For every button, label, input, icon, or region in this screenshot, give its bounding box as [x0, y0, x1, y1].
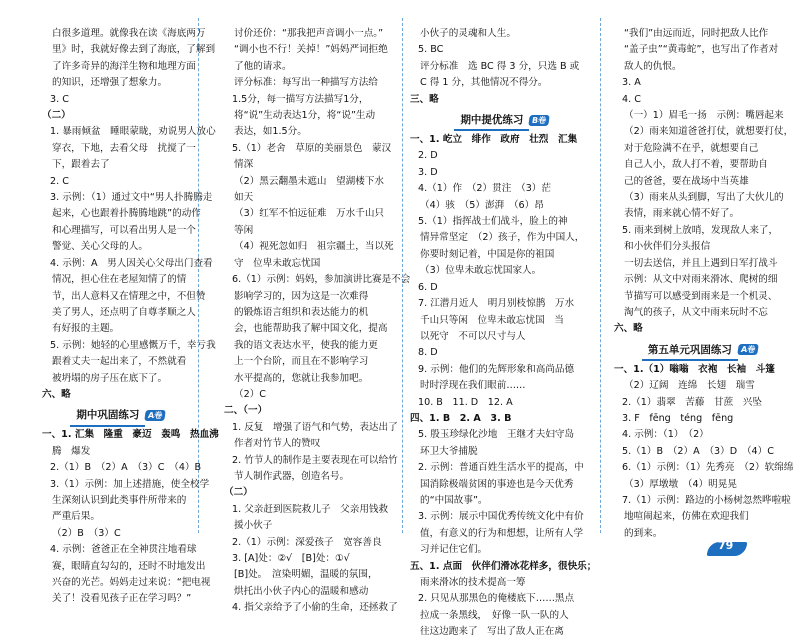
answer-line: （2）辽阔 连绵 长翅 瑞雪	[624, 380, 755, 392]
answer-line: 拉成一条黑线， 好像一队一队的人	[420, 609, 569, 621]
answer-line: 节描写可以感受到雨来是一个机灵、	[624, 290, 778, 302]
answer-line: 二、（一）	[224, 405, 268, 417]
answer-line: （2）雨来知道爸爸打仗，就想要打仗，	[624, 126, 794, 138]
answer-line: （3）红军不怕远征难 万水千山只	[234, 208, 385, 220]
answer-line: 作者对竹节人的赞叹	[234, 438, 321, 450]
answer-line: “调小也不行！关掉！”妈妈严词拒绝	[234, 44, 388, 56]
answer-column-1	[40, 26, 219, 608]
answer-line: 2. 竹节人的制作是主要表现在可以给竹	[232, 454, 398, 466]
answer-line: 赛，眼睛直勾勾的，还时不时地发出	[52, 560, 206, 572]
answer-line: 5. 雨来到树上放哨，发现敌人来了，	[622, 224, 779, 236]
answer-line: 腾 爆发	[52, 445, 91, 457]
answer-line: （2）C	[234, 388, 266, 400]
page-number: 79	[718, 539, 734, 552]
answer-line: 1. 父亲赶到医院救儿子 父亲用钱救	[232, 503, 389, 515]
answer-line: 六、略	[42, 388, 71, 400]
answer-line: 跟着丈夫一起出来了，不然就看	[52, 356, 187, 368]
answer-line: 和心理描写，可以看出男人是一个	[52, 224, 196, 236]
answer-line: 表情，雨来就心情不好了。	[624, 208, 740, 220]
answer-line: 五、1. 点面 伙伴们滑冰花样多，很快乐；	[410, 560, 597, 572]
answer-line: 小伙子的灵魂和人生。	[420, 28, 516, 39]
answer-line: （4）骇 （5）澎湃 （6）昂	[420, 199, 544, 211]
answer-line: 5.（1）指挥战士们战斗，脸上的神	[418, 216, 568, 228]
answer-line: 严重后果。	[52, 511, 100, 523]
answer-line: 3. [A]处：②√ [B]处：①√	[232, 553, 350, 564]
answer-line: 生深刻认识到此类事件所带来的	[52, 494, 187, 506]
answer-line: 的知识，还增强了想象力。	[52, 77, 168, 89]
answer-line: 关了！没看见孩子正在学习吗？”	[52, 593, 192, 605]
column-divider	[600, 18, 601, 533]
answer-line: 9. 示例：他们的先辉形象和高尚品德	[418, 363, 575, 375]
answer-line: 环卫大爷捕脱	[420, 445, 478, 457]
answer-line: 如天	[234, 192, 254, 204]
answer-line: 对于危险满不在乎，就想要自己	[624, 142, 759, 154]
answer-line: 里》时，我就好像去到了海底，了解到	[52, 44, 216, 56]
answer-line: 情异常坚定 （2）孩子，作为中国人，	[420, 232, 585, 244]
answer-line: （4）视死忽如归 祖宗疆土，当以死	[234, 241, 394, 253]
answer-line: 值，有意义的行为和想想，让所有人学	[420, 527, 584, 539]
answer-line: 6.（1）示例：（1）先秀亮 （2）软绵绵	[622, 462, 794, 474]
answer-line: 守 位卑未敢忘忧国	[234, 257, 321, 269]
answer-line: 了他的请求。	[234, 60, 292, 72]
answer-line: 5.（1）B （2）A （3）D （4）C	[622, 445, 774, 457]
page-number-badge	[708, 537, 752, 557]
answer-line: 4. 示例：爸爸正在全神贯注地看球	[50, 544, 197, 556]
answer-line: （二）	[42, 110, 71, 122]
answer-column-2	[222, 26, 411, 617]
answer-line: 情深	[234, 159, 254, 171]
answer-line: （3）厚墩墩 （4）明晃晃	[624, 478, 737, 490]
answer-line: 3. 示例：展示中国优秀传统文化中有价	[418, 511, 584, 523]
answer-line: 一、1. 屹立 绯作 政府 壮烈 汇集	[410, 134, 578, 146]
answer-line: 评分标准：每写出一种描写方法给	[234, 77, 378, 89]
answer-line: 3. 示例：（1）通过文中“男人扑腾腾走	[50, 192, 213, 204]
answer-line: 己的爸爸，要在战场中当英雄	[624, 175, 749, 187]
section-banner	[612, 340, 788, 360]
answer-line: 2. D	[418, 150, 438, 162]
answer-line: 你要时刻记着，中国是你的祖国	[420, 248, 555, 260]
answer-line: 习并记住它们。	[420, 544, 488, 556]
answer-line: 的锻炼语言组织和表达能力的机	[234, 306, 369, 318]
answer-line: 美了男人，还点明了自尊孝顺之人	[52, 306, 196, 318]
answer-line: “盖子虫”“黄毒蛇”，也写出了作者对	[624, 44, 779, 56]
answer-line: 四、1. B 2. A 3. B	[410, 412, 512, 424]
answer-line: 8. D	[418, 347, 438, 359]
answer-line: 6.（1）示例：妈妈，参加演讲比赛是不会	[232, 274, 411, 286]
answer-line: 等闲	[234, 224, 254, 236]
answer-line: 情况，担心住在老屋知情了的情	[52, 274, 187, 286]
answer-line: 时时浮现在我们眼前……	[420, 380, 526, 392]
answer-column-4	[612, 26, 794, 542]
answer-line: 4. 指父亲给予了小偷的生命，还拯救了	[232, 602, 398, 614]
answer-line: 地喧闹起来，仿佛在欢迎我们	[624, 511, 749, 523]
answer-line: 表达，如1.5分。	[234, 126, 307, 138]
answer-column-3	[408, 26, 596, 641]
section-banner	[408, 110, 596, 130]
answer-line: 国消除极端贫困的事迹也是今天优秀	[420, 478, 574, 490]
answer-line: 示例：从文中对雨来滑冰、爬树的细	[624, 274, 778, 286]
answer-line: 淘气的孩子，从文中雨来玩时不忘	[624, 306, 768, 318]
answer-line: 7.（1）示例：路边的小杨树忽然哗啦啦	[622, 494, 791, 506]
section-banner-title: 期中提优练习	[454, 112, 529, 128]
answer-line: 我的语文表达水平，使我的能力更	[234, 339, 378, 351]
answer-line: 以死守 不可以尺寸与人	[420, 330, 526, 342]
answer-line: 的到来。	[624, 527, 663, 539]
answer-line: 4. C	[622, 93, 641, 105]
answer-line: 了许多奇异的海洋生物和地理方面	[52, 60, 196, 72]
answer-line: 将“说”生动表达1分，将“说”生动	[234, 110, 376, 122]
answer-line: 10. B 11. D 12. A	[418, 396, 513, 408]
answer-line: 穿衣，下地，去看父母 扰搅了一	[52, 142, 196, 154]
answer-line: 1. 反复 增强了语气和气势，表达出了	[232, 421, 398, 433]
answer-line: 讨价还价：“那我把声音调小一点。”	[234, 28, 384, 39]
answer-line: 千山只等闲 位卑未敢忘忧国 当	[420, 314, 564, 326]
answer-line: 3. F fēng téng fēng	[622, 412, 734, 424]
answer-line: “我们”由远而近，同时把敌人比作	[624, 28, 769, 39]
answer-line: 5. 示例：她轻的心里感慨万千，幸亏我	[50, 339, 216, 351]
answer-line: 节人制作武器，创造名号。	[234, 470, 350, 482]
answer-line: （3）雨来从头到脚，写出了大伙儿的	[624, 192, 784, 204]
answer-line: 5. 殷玉珍绿化沙地 王继才夫妇守岛	[418, 429, 575, 441]
answer-line: 被坍塌的房子压在底下了。	[52, 372, 168, 384]
answer-line: 影响学习的，因为这是一次难得	[234, 290, 369, 302]
answer-line: 3. C	[50, 93, 69, 105]
answer-line: 下，跟着去了	[52, 159, 110, 171]
section-banner-title: 期中巩固练习	[70, 407, 145, 423]
answer-line: 警觉、关心父母的人。	[52, 241, 148, 253]
answer-line: C 得 1 分，其他情况不得分。	[420, 77, 548, 89]
answer-line: 3. D	[418, 166, 438, 178]
answer-line: 2.（1）翡翠 苦藤 甘蔗 兴坠	[622, 396, 762, 408]
answer-line: 2. C	[50, 175, 69, 187]
answer-line: 4. 示例：（1） （2）	[622, 429, 709, 441]
answer-line: 2. 示例：普通百姓生活水平的提高，中	[418, 462, 584, 474]
answer-line: 起来，心也跟着扑腾腾地跳”的动作	[52, 208, 201, 220]
answer-line: 4.（1）作 （2）贯注 （3）茫	[418, 183, 551, 195]
answer-block	[612, 239, 788, 321]
answer-line: 兴奋的光芒。妈妈走过来说：“把电视	[52, 577, 211, 588]
column-divider	[198, 18, 199, 533]
answer-line: 7. 江潜月近人 明月别枝惊鹊 万水	[418, 298, 575, 310]
answer-line: 3.（1）示例：加上述措施，使全校学	[50, 478, 210, 490]
answer-line: 5.（1）老舍 草原的美丽景色 蒙汉	[232, 142, 392, 154]
answer-line: 雨来滑冰的技术提高一筹	[420, 577, 526, 588]
answer-line: 2.（1）示例：深爱孩子 宽容善良	[232, 536, 382, 548]
answer-line: （2）B （3）C	[52, 527, 121, 539]
level-badge: B卷	[529, 115, 551, 126]
answer-line: 三、略	[410, 93, 439, 105]
answer-line: 白很多道理。就像我在读《海底两万	[52, 28, 206, 39]
level-badge: A卷	[737, 344, 759, 355]
section-banner	[40, 405, 196, 425]
answer-line: 4. 示例：A 男人因关心父母出门查看	[50, 257, 213, 269]
answer-line: 敌人的仇恨。	[624, 60, 682, 72]
answer-line: （二）	[224, 487, 253, 499]
answer-line: 自己人小，敌人打不着，要帮助自	[624, 159, 768, 171]
answer-line: 2.（1）B （2）A （3）C （4）B	[50, 462, 202, 474]
answer-line: 5. BC	[418, 44, 444, 56]
answer-line: [B]处。 渲染明媚，温暖的氛围，	[234, 569, 378, 581]
answer-line: 和小伙伴们分头报信	[624, 241, 711, 253]
answer-line: （一）1）眉毛一扬 示例：嘴唇起来	[624, 110, 784, 122]
answer-line: 上一个台阶，而且在不影响学习	[234, 356, 369, 368]
answer-line: 会，也能帮助我了解中国文化，提高	[234, 323, 388, 335]
answer-line: 水平提高的，您就让我参加吧。	[234, 372, 369, 384]
answer-line: 援小伙子	[234, 520, 273, 532]
answer-line: 六、略	[614, 323, 643, 335]
answer-line: 一、1. 汇集 隆重 豪迈 轰鸣 热血沸	[42, 429, 219, 441]
level-badge: A卷	[145, 410, 167, 421]
answer-line: 节，出人意料又在情理之中，不但赞	[52, 290, 206, 302]
answer-line: 有好报的主题。	[52, 323, 120, 335]
answer-line: 的“中国故事”。	[420, 494, 488, 506]
answer-line: 一、1.（1）嗡嗡 衣袍 长袖 斗篷	[614, 363, 775, 375]
section-banner-title: 第五单元巩固练习	[642, 342, 738, 358]
answer-line: 烘托出小伙子内心的温暖和感动	[234, 585, 369, 597]
answer-line: 评分标准 选 BC 得 3 分，只选 B 或	[420, 60, 580, 72]
answer-line: 2. 只见从那黑色的俺楼底下……黑点	[418, 593, 575, 605]
answer-line: 1.5分，每一描写方法描写1分，	[232, 93, 369, 105]
answer-line: 6. D	[418, 281, 438, 293]
answer-line: 往这边跑来了 写出了敌人正在离	[420, 626, 564, 638]
answer-line: 1. 暴雨倾盆 睡眼蒙眬，劝说男人放心	[50, 126, 216, 138]
answer-line: 一切去送信，并且上遇到日军打战斗	[624, 257, 778, 269]
answer-line: 3. A	[622, 77, 641, 89]
answer-line: （3）位卑未敢忘忧国家人。	[420, 265, 542, 277]
answer-line: （2）黑云翻墨未遮山 望湖楼下水	[234, 175, 385, 187]
